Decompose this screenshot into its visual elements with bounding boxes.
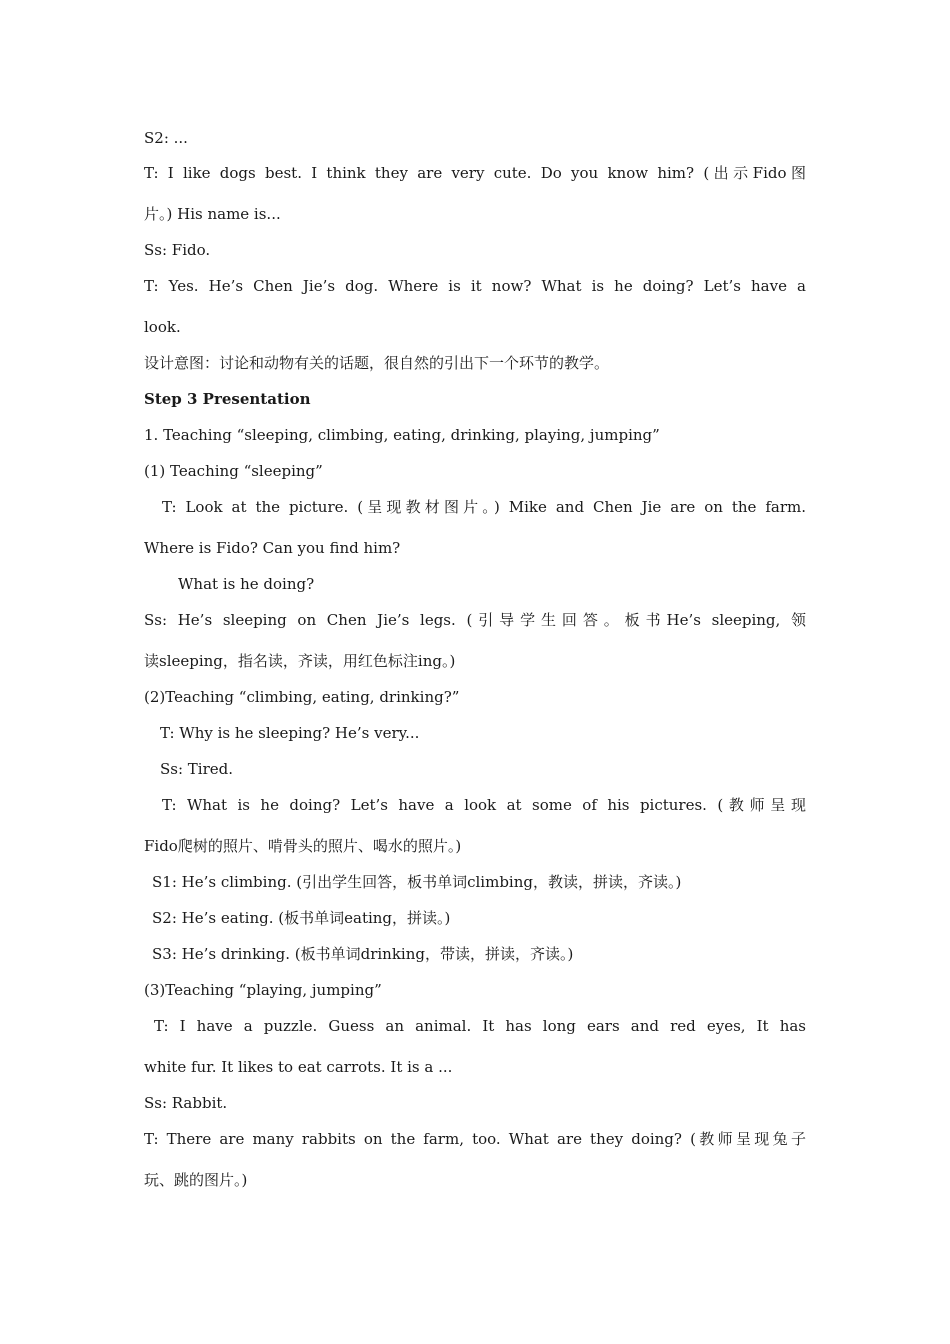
- dialogue-line: Ss: Rabbit.: [144, 1094, 228, 1112]
- dialogue-line: Where is Fido? Can you find him?: [144, 539, 401, 557]
- dialogue-line: T: Why is he sleeping? He’s very...: [160, 724, 420, 742]
- dialogue-line: 读sleeping，指名读，齐读，用红色标注ing。): [144, 652, 456, 670]
- dialogue-line: look.: [144, 318, 181, 336]
- section-heading: Step 3 Presentation: [144, 390, 311, 408]
- dialogue-line: Ss: Fido.: [144, 241, 211, 259]
- subsection-heading: (1) Teaching “sleeping”: [144, 462, 323, 480]
- dialogue-line: white fur. It likes to eat carrots. It is a ...: [144, 1058, 453, 1076]
- dialogue-line: What is he doing?: [178, 575, 315, 593]
- dialogue-line: Ss: He’s sleeping on Chen Jie’s legs. (引导学生回答。板书He’s sleeping, 领: [144, 611, 806, 629]
- dialogue-line: S2: ...: [144, 129, 188, 147]
- dialogue-line: 片。) His name is...: [144, 205, 281, 223]
- dialogue-line: S1: He’s climbing. (引出学生回答，板书单词climbing，教读，拼读，齐读。): [152, 873, 682, 891]
- design-intent-note: 设计意图：讨论和动物有关的话题，很自然的引出下一个环节的教学。: [144, 354, 610, 372]
- subsection-heading: (3)Teaching “playing, jumping”: [144, 981, 382, 999]
- dialogue-line: T: What is he doing? Let’s have a look at some of his pictures. (教师呈现: [162, 796, 806, 814]
- dialogue-line: Fido爬树的照片、啃骨头的照片、喝水的照片。): [144, 837, 462, 855]
- dialogue-line: 玩、跳的图片。): [144, 1171, 248, 1189]
- subsection-heading: (2)Teaching “climbing, eating, drinking?”: [144, 688, 460, 706]
- dialogue-line: T: I have a puzzle. Guess an animal. It has long ears and red eyes, It has: [154, 1017, 806, 1035]
- subsection-heading: 1. Teaching “sleeping, climbing, eating, drinking, playing, jumping”: [144, 426, 660, 444]
- dialogue-line: Ss: Tired.: [160, 760, 234, 778]
- dialogue-line: T: There are many rabbits on the farm, too. What are they doing? (教师呈现兔子: [144, 1130, 806, 1148]
- dialogue-line: T: I like dogs best. I think they are very cute. Do you know him? (出示Fido图: [144, 164, 806, 182]
- dialogue-line: T: Look at the picture. (呈现教材图片。) Mike and Chen Jie are on the farm.: [162, 498, 806, 516]
- dialogue-line: S3: He’s drinking. (板书单词drinking，带读，拼读，齐读。): [152, 945, 574, 963]
- dialogue-line: T: Yes. He’s Chen Jie’s dog. Where is it now? What is he doing? Let’s have a: [144, 277, 806, 295]
- dialogue-line: S2: He’s eating. (板书单词eating，拼读。): [152, 909, 451, 927]
